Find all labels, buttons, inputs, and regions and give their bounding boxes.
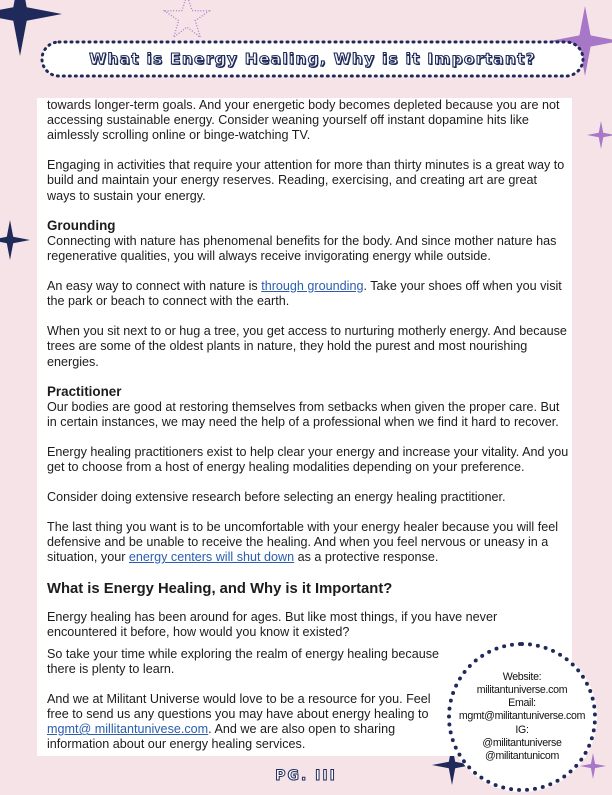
navy-star-left-icon [0,210,30,270]
paragraph: Connecting with nature has phenomenal benefits for the body. And since mother nature has regenerative qualities, you will always receive invigorating energy while outside. [47,234,557,264]
paragraph: Energy healing practitioners exist to help clear your energy and increase your vitality. And you get to choose from a host of energy healing modalities depending on your preference. [47,445,569,475]
website-label: Website: [502,670,542,683]
email-label: Email: [508,697,536,710]
energy-centers-link[interactable]: energy centers will shut down [128,550,295,565]
grounding-heading: Grounding [47,218,116,234]
email-link[interactable]: mgmt@ millitantunivese.com [47,722,209,737]
section-heading: What is Energy Healing, and Why is it Important? [47,581,393,598]
paragraph: towards longer-term goals. And your energetic body becomes depleted because you are not accessing sustainable energy. Consider weaning yourself off instant dopamine hits like aimlessly scrolling online or binge-watching TV. [47,98,560,143]
paragraph: An easy way to connect with nature is through grounding. Take your shoes off when you visit the park or beach to connect with the earth. [47,279,562,309]
ig-label: IG: [515,723,529,736]
paragraph: Consider doing extensive research before selecting an energy healing practitioner. [47,490,506,505]
paragraph: When you sit next to or hug a tree, you get access to nurturing motherly energy. And because trees are some of the oldest plants in nature, they hold the purest and most nourishing energies. [47,324,567,369]
ig-handle-2[interactable]: @militantunicom [485,750,559,762]
paragraph: And we at Militant Universe would love to be a resource for you. Feel free to send us any questions you may have about energy healing to mgmt@ millitantunivese.com. And we are also open to sharing information about our energy healing services. [47,691,431,752]
practitioner-heading: Practitioner [47,384,122,400]
paragraph: So take your time while exploring the realm of energy healing because there is plenty to learn. [47,646,440,676]
website-value[interactable]: militantuniverse.com [476,683,568,696]
paragraph: Our bodies are good at restoring themselves from setbacks when given the proper care. But in certain instances, we may need the help of a professional when we find it hard to recover. [47,400,560,430]
dotted-star-top-icon [158,0,216,40]
email-value[interactable]: mgmt@militantuniverse.com [458,710,586,723]
ig-handle-1[interactable]: @militantuniverse [482,736,562,749]
through-grounding-link[interactable]: through grounding [261,279,364,294]
page-number: PG. III [275,768,337,784]
paragraph: Engaging in activities that require your attention for more than thirty minutes is a great way to build and maintain your energy reserves. Reading, exercising, and creating art are great ways to sustain your energy. [47,158,565,203]
paragraph: The last thing you want is to be uncomfortable with your energy healer because you will feel defensive and be unable to receive the healing. And when you feel nervous or uneasy in a situation, your energy centers will shut down as a protective response. [47,520,559,565]
purple-star-small-right-icon [587,120,612,150]
page-title: What is Energy Healing, Why is it Important? [89,50,536,68]
header-banner [40,40,585,78]
paragraph: Energy healing has been around for ages. But like most things, if you have never encountered it before, how would you know it existed? [47,610,498,640]
